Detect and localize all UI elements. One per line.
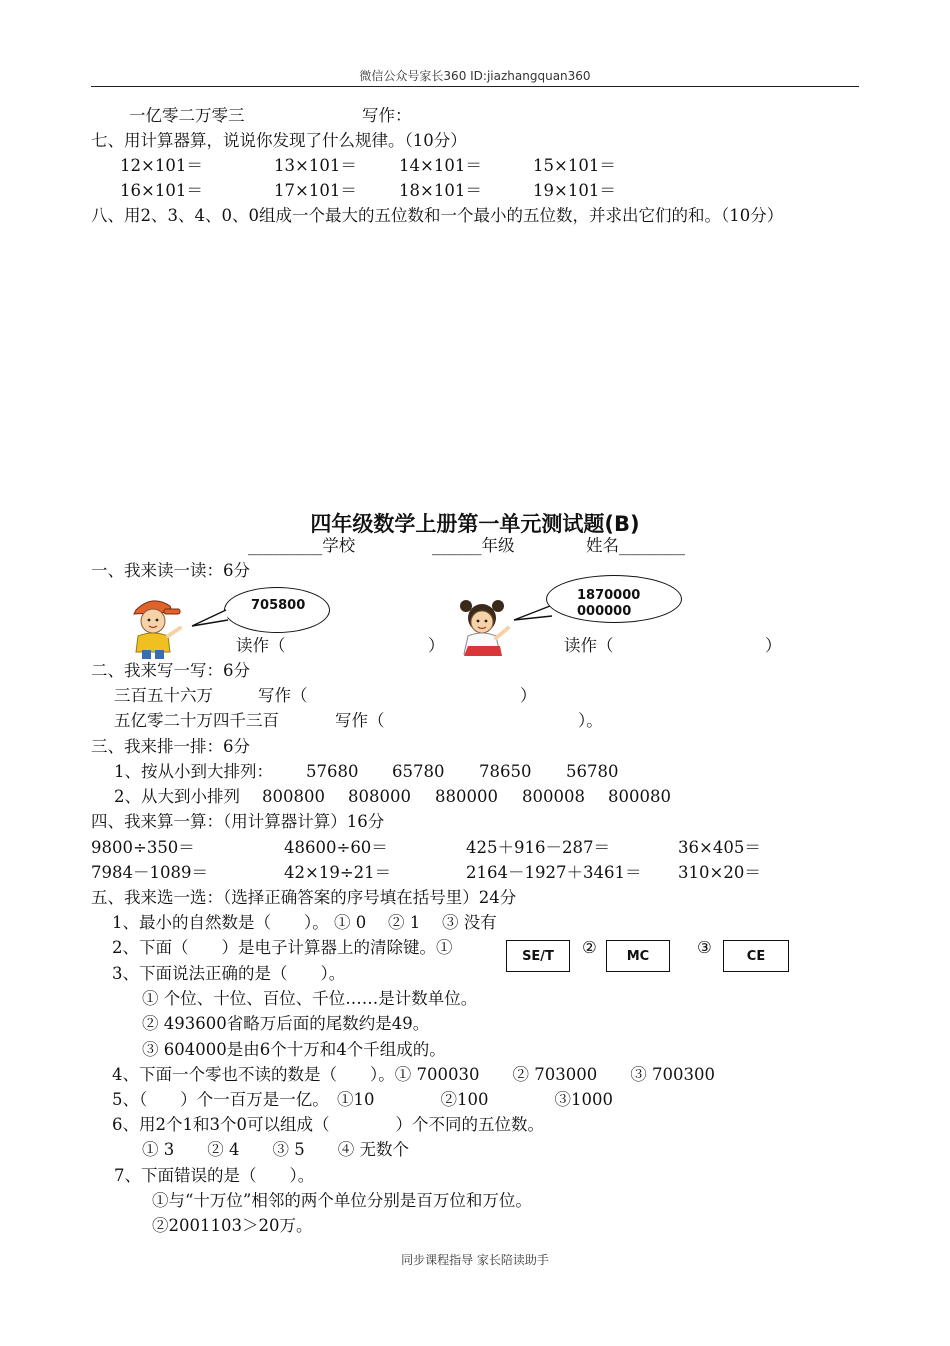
q7-cell: 19×101＝ xyxy=(533,181,616,200)
boy-bubble-tail xyxy=(190,608,232,630)
choice-q2-opt3: ③ xyxy=(697,938,712,957)
sort-desc-label: 2、从大到小排列 xyxy=(114,787,240,806)
write-a-prompt: 写作（ xyxy=(258,686,308,705)
choice-q2-opt2: ② xyxy=(582,938,597,957)
choice-q4: 4、下面一个零也不读的数是（ ）。① 700030 ② 703000 ③ 700300 xyxy=(112,1065,715,1084)
boy-illustration xyxy=(124,592,184,660)
choice-q5: 5、（ ）个一百万是一亿。 ①10 ②100 ③1000 xyxy=(112,1090,613,1109)
read-right-label: 读作（ xyxy=(564,636,614,655)
calc-item: 42×19÷21＝ xyxy=(284,863,392,882)
write-b-label: 五亿零二十万四千三百 xyxy=(114,711,279,730)
q7-cell: 14×101＝ xyxy=(399,156,482,175)
q7-cell: 12×101＝ xyxy=(120,156,203,175)
read-left-label: 读作（ xyxy=(236,636,286,655)
choice-q3-option: ③ 604000是由6个十万和4个千组成的。 xyxy=(142,1040,446,1059)
sort-asc-label: 1、按从小到大排列： xyxy=(114,762,273,781)
page-header: 微信公众号家长360 ID:jiazhangquan360 xyxy=(359,69,591,83)
test-title: 四年级数学上册第一单元测试题(B) xyxy=(310,512,640,536)
boy-speech-bubble xyxy=(224,587,330,633)
q7-cell: 16×101＝ xyxy=(120,181,203,200)
sort-number: 800080 xyxy=(608,787,671,806)
choice-q2: 2、下面（ ）是电子计算器上的清除键。① xyxy=(112,938,453,957)
read-right-close: ） xyxy=(765,636,782,655)
write-b-prompt: 写作（ xyxy=(335,711,385,730)
section4-heading: 四、我来算一算：（用计算器计算）16分 xyxy=(91,812,385,831)
calc-item: 425＋916－287＝ xyxy=(466,838,610,857)
name-field: 姓名________ xyxy=(586,536,685,555)
grade-field: ______年级 xyxy=(432,536,515,555)
q7-cell: 13×101＝ xyxy=(274,156,357,175)
key-mc: MC xyxy=(606,940,670,972)
calc-item: 9800÷350＝ xyxy=(91,838,195,857)
write-a-label: 三百五十六万 xyxy=(114,686,213,705)
calc-item: 2164－1927＋3461＝ xyxy=(466,863,642,882)
q7-cell: 15×101＝ xyxy=(533,156,616,175)
choice-q6-options: ① 3 ② 4 ③ 5 ④ 无数个 xyxy=(142,1140,409,1159)
school-field: _________学校 xyxy=(248,536,356,555)
choice-q7-option: ②2001103＞20万。 xyxy=(152,1216,313,1235)
write-a-close: ） xyxy=(520,686,537,705)
sort-number: 800800 xyxy=(262,787,325,806)
calc-item: 310×20＝ xyxy=(678,863,761,882)
choice-q1: 1、最小的自然数是（ ）。 ① 0 ② 1 ③ 没有 xyxy=(112,913,497,932)
girl-speech-bubble xyxy=(546,575,682,623)
choice-q7: 7、下面错误的是（ ）。 xyxy=(114,1166,315,1185)
prev-item-text: 一亿零二万零三 xyxy=(129,106,245,125)
choice-q6: 6、用2个1和3个0可以组成（ ）个不同的五位数。 xyxy=(112,1115,544,1134)
write-b-close: ）。 xyxy=(578,711,603,730)
choice-q7-option: ①与“十万位”相邻的两个单位分别是百万位和万位。 xyxy=(152,1191,532,1210)
read-left-close: ） xyxy=(428,636,445,655)
sort-number: 808000 xyxy=(348,787,411,806)
key-se-t: SE/T xyxy=(506,940,570,972)
sort-number: 800008 xyxy=(522,787,585,806)
page-footer: 同步课程指导 家长陪读助手 xyxy=(401,1253,549,1267)
header-rule xyxy=(91,86,859,87)
sort-number: 78650 xyxy=(479,762,532,781)
sort-number: 880000 xyxy=(435,787,498,806)
prev-item-write: 写作： xyxy=(362,106,412,125)
choice-q3-option: ① 个位、十位、百位、千位……是计数单位。 xyxy=(142,989,478,1008)
q7-cell: 17×101＝ xyxy=(274,181,357,200)
calc-item: 48600÷60＝ xyxy=(284,838,388,857)
sort-number: 57680 xyxy=(306,762,359,781)
girl-illustration xyxy=(452,592,514,660)
key-ce: CE xyxy=(723,940,789,972)
girl-bubble-tail xyxy=(512,604,554,626)
section2-heading: 二、我来写一写：6分 xyxy=(91,661,250,680)
calc-item: 7984－1089＝ xyxy=(91,863,208,882)
q7-heading: 七、用计算器算，说说你发现了什么规律。（10分） xyxy=(91,131,467,150)
sort-number: 65780 xyxy=(392,762,445,781)
sort-number: 56780 xyxy=(566,762,619,781)
choice-q3: 3、下面说法正确的是（ ）。 xyxy=(112,964,346,983)
girl-number: 1870000000000 xyxy=(577,588,641,619)
calc-item: 36×405＝ xyxy=(678,838,761,857)
choice-q3-option: ② 493600省略万后面的尾数约是49。 xyxy=(142,1014,430,1033)
q7-cell: 18×101＝ xyxy=(399,181,482,200)
section5-heading: 五、我来选一选：（选择正确答案的序号填在括号里）24分 xyxy=(91,888,517,907)
section1-heading: 一、我来读一读：6分 xyxy=(91,561,250,580)
boy-number: 705800 xyxy=(251,598,306,613)
q8-heading: 八、用2、3、4、0、0组成一个最大的五位数和一个最小的五位数，并求出它们的和。（10分） xyxy=(91,206,784,225)
section3-heading: 三、我来排一排：6分 xyxy=(91,737,250,756)
